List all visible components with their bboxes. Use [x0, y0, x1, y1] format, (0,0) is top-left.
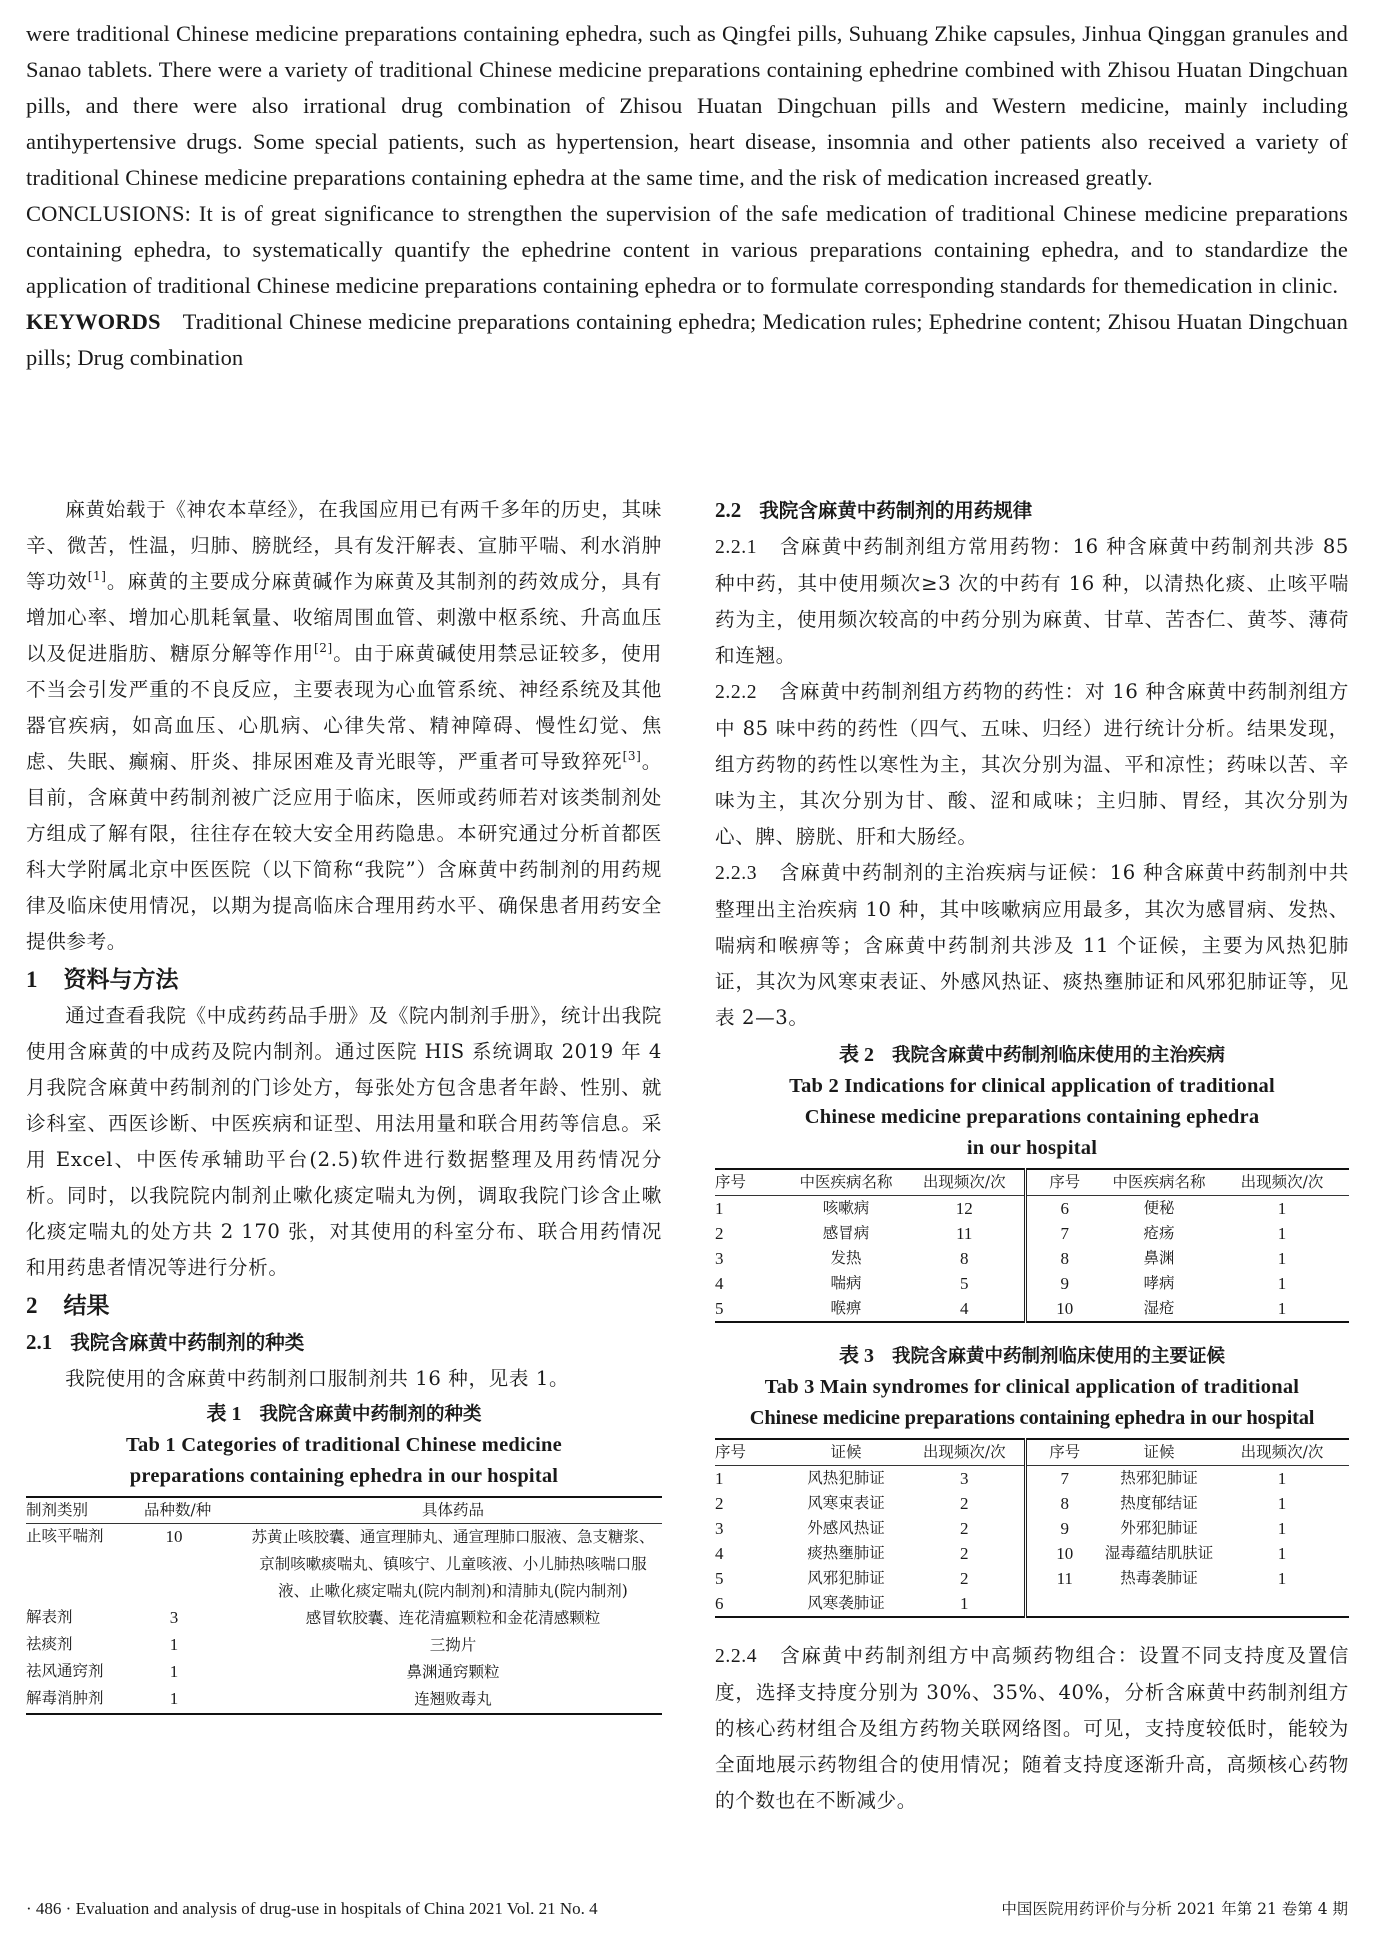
frequency-cell [1215, 1591, 1349, 1617]
index-cell: 3 [715, 1519, 724, 1538]
name-cell: 湿毒蕴结肌肤证 [1104, 1544, 1214, 1562]
frequency-cell: 1 [1277, 1569, 1287, 1588]
name-cell: 外邪犯肺证 [1120, 1519, 1198, 1537]
category-cell: 止咳平喘剂 [26, 1527, 104, 1545]
frequency-cell: 1 [1277, 1494, 1287, 1513]
frequency-cell: 2 [960, 1519, 969, 1538]
subsection-number: 2.2.2 [715, 682, 758, 703]
name-cell: 发热 [830, 1249, 862, 1267]
table-row [26, 1686, 662, 1714]
index-cell: 8 [1025, 1491, 1103, 1516]
index-cell [1025, 1591, 1103, 1617]
count-cell: 1 [169, 1635, 179, 1654]
footer-journal-zh: 中国医院用药评价与分析 2021 年第 21 卷第 4 期 [1001, 1900, 1348, 1918]
name-cell: 湿疮 [1143, 1299, 1175, 1317]
index-cell: 1 [715, 1469, 724, 1488]
table-3-caption-en-line-1: Tab 3 Main syndromes for clinical application of traditional [764, 1376, 1300, 1398]
column-header: 具体药品 [244, 1497, 662, 1524]
frequency-cell: 1 [1277, 1544, 1287, 1563]
name-cell [1103, 1591, 1215, 1617]
table-row [715, 1296, 1349, 1322]
abstract-conclusions: CONCLUSIONS: It is of great significance to strengthen the supervision of the safe medication of traditional Chinese medicine preparations containing ephedra, to systematically quantify the ephedrine content in various preparations containing ephedra, and to standardize the application of traditional Chinese medicine preparations containing ephedra or to formulate corresponding standards for themedication in clinic. [26, 201, 1348, 298]
drugs-cell: 三拗片 [429, 1636, 477, 1654]
subsection-title: 我院含麻黄中药制剂的种类 [70, 1331, 305, 1354]
intro-paragraph [26, 492, 662, 960]
footer-journal-en: · 486 · Evaluation and analysis of drug-use in hospitals of China 2021 Vol. 21 No. 4 [26, 1899, 598, 1918]
table-header-row [26, 1497, 662, 1524]
name-cell: 便秘 [1143, 1199, 1175, 1217]
table-header-row [715, 1439, 1349, 1466]
left-column [26, 492, 662, 1715]
column-header: 序号 [1025, 1169, 1103, 1196]
section-2-2-2 [715, 674, 1349, 855]
index-cell: 4 [715, 1544, 724, 1563]
table-number: 表 1 [206, 1403, 242, 1425]
subsection-text: 含麻黄中药制剂组方中高频药物组合：设置不同支持度及置信度，选择支持度分别为 30%、35%、40%，分析含麻黄中药制剂组方的核心药材组合及组方药物关联网络图。可见，支持度较低时，能较为全面地展示药物组合的使用情况；随着支持度逐渐升高，高频核心药物的个数也在不断减少。 [715, 1644, 1349, 1812]
drugs-cell: 连翘败毒丸 [414, 1690, 492, 1708]
frequency-cell: 1 [1277, 1249, 1287, 1268]
frequency-cell: 1 [1277, 1224, 1287, 1243]
column-header: 出现频次/次 [1215, 1169, 1349, 1196]
column-header: 品种数/种 [144, 1497, 244, 1524]
section-2-heading [26, 1288, 662, 1324]
subsection-number: 2.2.3 [715, 863, 758, 884]
name-cell: 鼻渊 [1143, 1249, 1175, 1267]
citation-3[interactable]: [3] [622, 749, 642, 763]
section-2-2-heading [715, 492, 1349, 529]
subsection-text: 含麻黄中药制剂的主治疾病与证候：16 种含麻黄中药制剂中共整理出主治疾病 10 种，其中咳嗽病应用最多，其次为感冒病、发热、喘病和喉痹等；含麻黄中药制剂共涉及 11 个证候，主要为风热犯肺证，其次为风寒束表证、外感风热证、痰热壅肺证和风邪犯肺证等，见表 2—3。 [715, 861, 1349, 1029]
table-row [715, 1246, 1349, 1271]
table-number: 表 2 [838, 1044, 874, 1066]
drugs-cell: 苏黄止咳胶囊、通宣理肺丸、通宣理肺口服液、急支糖浆、京制咳嗽痰喘丸、镇咳宁、儿童咳液、小儿肺热咳喘口服液、止嗽化痰定喘丸(院内制剂)和清肺丸(院内制剂) [251, 1528, 655, 1600]
name-cell: 热邪犯肺证 [1120, 1469, 1198, 1487]
index-cell: 6 [1025, 1196, 1103, 1222]
index-cell: 2 [715, 1224, 724, 1243]
count-cell: 1 [169, 1689, 179, 1708]
table-1 [26, 1496, 662, 1715]
column-header: 中医疾病名称 [1103, 1169, 1215, 1196]
frequency-cell: 1 [1277, 1519, 1287, 1538]
name-cell: 喘病 [830, 1274, 862, 1292]
index-cell: 5 [715, 1569, 724, 1588]
drugs-cell: 感冒软胶囊、连花清瘟颗粒和金花清感颗粒 [305, 1609, 601, 1627]
section-2-1-text: 我院使用的含麻黄中药制剂口服制剂共 16 种，见表 1。 [65, 1367, 570, 1390]
index-cell: 9 [1025, 1516, 1103, 1541]
frequency-cell: 1 [1277, 1274, 1287, 1293]
frequency-cell: 5 [960, 1274, 969, 1293]
table-row [26, 1659, 662, 1686]
citation-2[interactable]: [2] [314, 641, 333, 655]
abstract-keywords [26, 304, 1348, 376]
table-2-caption-en-line-3: in our hospital [966, 1137, 1098, 1159]
name-cell: 疮疡 [1143, 1224, 1175, 1242]
section-title: 结果 [63, 1293, 110, 1319]
section-1-heading [26, 962, 662, 998]
intro-text-3: 。由于麻黄碱使用禁忌证较多，使用不当会引发严重的不良反应，主要表现为心血管系统、神经系统及其他器官疾病，如高血压、心肌病、心律失常、精神障碍、慢性幻觉、焦虑、失眠、癫痫、肝炎、排尿困难及青光眼等，严重者可导致猝死 [26, 642, 662, 773]
count-cell: 10 [165, 1527, 183, 1546]
table-2-body [715, 1196, 1349, 1323]
table-row [715, 1566, 1349, 1591]
english-abstract [26, 16, 1348, 376]
index-cell: 7 [1025, 1221, 1103, 1246]
name-cell: 咳嗽病 [822, 1199, 870, 1217]
citation-1[interactable]: [1] [87, 569, 107, 583]
category-cell: 解表剂 [26, 1608, 73, 1626]
index-cell: 10 [1025, 1296, 1103, 1322]
subsection-title: 我院含麻黄中药制剂的用药规律 [759, 499, 1033, 522]
name-cell: 外感风热证 [807, 1519, 885, 1537]
abstract-results-text: were traditional Chinese medicine preparations containing ephedra, such as Qingfei pills, Suhuang Zhike capsules, Jinhua Qinggan granules and Sanao tablets. There were a variety of traditional Chinese medicine preparations containing ephedrine combined with Zhisou Huatan Dingchuan pills, and there were also irrational drug combination of Zhisou Huatan Dingchuan pills and Western medicine, mainly including antihypertensive drugs. Some special patients, such as hypertension, heart disease, insomnia and other patients also received a variety of traditional Chinese medicine preparations containing ephedra at the same time, and the risk of medication increased greatly. [26, 21, 1348, 190]
name-cell: 热度郁结证 [1120, 1494, 1198, 1512]
frequency-cell: 2 [960, 1569, 969, 1588]
index-cell: 3 [715, 1249, 724, 1268]
column-header: 证候 [1103, 1439, 1215, 1466]
table-header-row [715, 1169, 1349, 1196]
table-row [715, 1466, 1349, 1492]
section-2-2-4 [715, 1638, 1349, 1819]
subsection-number: 2.2.4 [715, 1646, 758, 1667]
table-row [715, 1541, 1349, 1566]
index-cell: 11 [1025, 1566, 1103, 1591]
name-cell: 热毒袭肺证 [1120, 1569, 1198, 1587]
name-cell: 风热犯肺证 [807, 1469, 885, 1487]
column-header: 制剂类别 [26, 1497, 144, 1524]
frequency-cell: 3 [960, 1469, 969, 1488]
keywords-text: Traditional Chinese medicine preparations containing ephedra; Medication rules; Ephedrine content; Zhisou Huatan Dingchuan pills; Drug combination [26, 309, 1348, 370]
column-header: 中医疾病名称 [787, 1169, 905, 1196]
column-header: 证候 [787, 1439, 905, 1466]
drugs-cell: 鼻渊通窍颗粒 [406, 1663, 500, 1681]
table-number: 表 3 [838, 1345, 874, 1367]
index-cell: 5 [715, 1299, 724, 1318]
frequency-cell: 1 [960, 1594, 969, 1613]
section-2-2-3 [715, 855, 1349, 1036]
section-number: 1 [26, 967, 38, 992]
table-row [715, 1196, 1349, 1222]
category-cell: 祛痰剂 [26, 1635, 73, 1653]
right-column [715, 492, 1349, 1819]
intro-text-4: 。目前，含麻黄中药制剂被广泛应用于临床，医师或药师若对该类制剂处方组成了解有限，往往存在较大安全用药隐患。本研究通过分析首都医科大学附属北京中医医院（以下简称“我院”）含麻黄中药制剂的用药规律及临床使用情况，以期为提高临床合理用药水平、确保患者用药安全提供参考。 [26, 750, 662, 953]
index-cell: 9 [1025, 1271, 1103, 1296]
index-cell: 4 [715, 1274, 724, 1293]
frequency-cell: 2 [960, 1494, 969, 1513]
subsection-number: 2.2.1 [715, 537, 758, 558]
frequency-cell: 1 [1277, 1299, 1287, 1318]
table-row [715, 1591, 1349, 1617]
table-title: 我院含麻黄中药制剂临床使用的主要证候 [891, 1346, 1225, 1367]
column-header: 序号 [715, 1439, 787, 1466]
subsection-text: 含麻黄中药制剂组方药物的药性：对 16 种含麻黄中药制剂组方中 85 味中药的药性（四气、五味、归经）进行统计分析。结果发现，组方药物的药性以寒性为主，其次分别为温、平和凉性；药味以苦、辛味为主，其次分别为甘、酸、涩和咸味；主归肺、胃经，其次分别为心、脾、膀胱、肝和大肠经。 [715, 680, 1349, 848]
table-title: 我院含麻黄中药制剂的种类 [259, 1404, 482, 1425]
frequency-cell: 11 [956, 1224, 973, 1243]
column-header: 出现频次/次 [905, 1439, 1025, 1466]
index-cell: 10 [1025, 1541, 1103, 1566]
intro-text-1: 麻黄始载于《神农本草经》，在我国应用已有两千多年的历史，其味辛、微苦，性温，归肺、膀胱经，具有发汗解表、宣肺平喘、利水消肿等功效 [26, 498, 662, 593]
frequency-cell: 1 [1277, 1469, 1287, 1488]
count-cell: 3 [169, 1608, 179, 1627]
intro-text-2: 。麻黄的主要成分麻黄碱作为麻黄及其制剂的药效成分，具有增加心率、增加心肌耗氧量、收缩周围血管、刺激中枢系统、升高血压以及促进脂肪、糖原分解等作用 [26, 570, 662, 665]
table-row [715, 1271, 1349, 1296]
subsection-number: 2.2 [715, 498, 742, 522]
name-cell: 喉痹 [830, 1299, 862, 1317]
table-3-caption-en-line-2: Chinese medicine preparations containing ephedra in our hospital [749, 1407, 1315, 1429]
count-cell: 1 [169, 1662, 179, 1681]
column-header: 序号 [1025, 1439, 1103, 1466]
category-cell: 祛风通窍剂 [26, 1662, 104, 1680]
name-cell: 哮病 [1143, 1274, 1175, 1292]
frequency-cell: 8 [960, 1249, 969, 1268]
index-cell: 2 [715, 1494, 724, 1513]
column-header: 出现频次/次 [1215, 1439, 1349, 1466]
frequency-cell: 12 [955, 1199, 973, 1218]
column-header: 序号 [715, 1169, 787, 1196]
category-cell: 解毒消肿剂 [26, 1689, 104, 1707]
section-2-2-1 [715, 529, 1349, 674]
table-2-caption-en-line-2: Chinese medicine preparations containing ephedra [804, 1106, 1260, 1128]
subsection-text: 含麻黄中药制剂组方常用药物：16 种含麻黄中药制剂共涉 85 种中药，其中使用频次≥3 次的中药有 16 种，以清热化痰、止咳平喘药为主，使用频次较高的中药分别为麻黄、甘草、苦杏仁、黄芩、薄荷和连翘。 [715, 535, 1349, 667]
table-2-caption-en-line-1: Tab 2 Indications for clinical application of traditional [789, 1075, 1275, 1097]
name-cell: 风寒束表证 [807, 1494, 885, 1512]
table-1-caption-zh [26, 1399, 662, 1430]
page-footer [26, 1896, 1348, 1922]
table-3-caption-zh [715, 1341, 1349, 1372]
section-title: 资料与方法 [63, 967, 179, 993]
table-row [715, 1516, 1349, 1541]
column-header: 出现频次/次 [905, 1169, 1025, 1196]
table-row [715, 1491, 1349, 1516]
name-cell: 风邪犯肺证 [807, 1569, 885, 1587]
keywords-label: KEYWORDS [26, 309, 161, 334]
table-row [715, 1221, 1349, 1246]
table-3 [715, 1438, 1349, 1618]
frequency-cell: 4 [960, 1299, 969, 1318]
table-3-body [715, 1466, 1349, 1618]
index-cell: 8 [1025, 1246, 1103, 1271]
index-cell: 1 [715, 1199, 724, 1218]
table-row [26, 1605, 662, 1632]
name-cell: 感冒病 [822, 1224, 870, 1242]
table-row [26, 1524, 662, 1606]
table-2 [715, 1168, 1349, 1323]
section-1-text: 通过查看我院《中成药药品手册》及《院内制剂手册》，统计出我院使用含麻黄的中成药及院内制剂。通过医院 HIS 系统调取 2019 年 4 月我院含麻黄中药制剂的门诊处方，每张处方包含患者年龄、性别、就诊科室、西医诊断、中医疾病和证型、用法用量和联合用药等信息。采用 Excel、中医传承辅助平台(2.5)软件进行数据整理及用药情况分析。同时，以我院院内制剂止嗽化痰定喘丸为例，调取我院门诊含止嗽化痰定喘丸的处方共 2 170 张，对其使用的科室分布、联合用药情况和用药患者情况等进行分析。 [26, 1004, 662, 1279]
name-cell: 风寒袭肺证 [807, 1594, 885, 1612]
frequency-cell: 1 [1277, 1199, 1287, 1218]
table-2-caption-zh [715, 1040, 1349, 1071]
table-row [26, 1632, 662, 1659]
subsection-number: 2.1 [26, 1330, 53, 1354]
table-title: 我院含麻黄中药制剂临床使用的主治疾病 [891, 1045, 1225, 1066]
table-1-caption-en: Tab 1 Categories of traditional Chinese medicine preparations containing ephedra in our hospital [126, 1434, 562, 1487]
frequency-cell: 2 [960, 1544, 969, 1563]
index-cell: 7 [1025, 1466, 1103, 1492]
name-cell: 痰热壅肺证 [807, 1544, 885, 1562]
index-cell: 6 [715, 1594, 724, 1613]
section-2-1-heading [26, 1324, 662, 1361]
section-number: 2 [26, 1293, 38, 1318]
